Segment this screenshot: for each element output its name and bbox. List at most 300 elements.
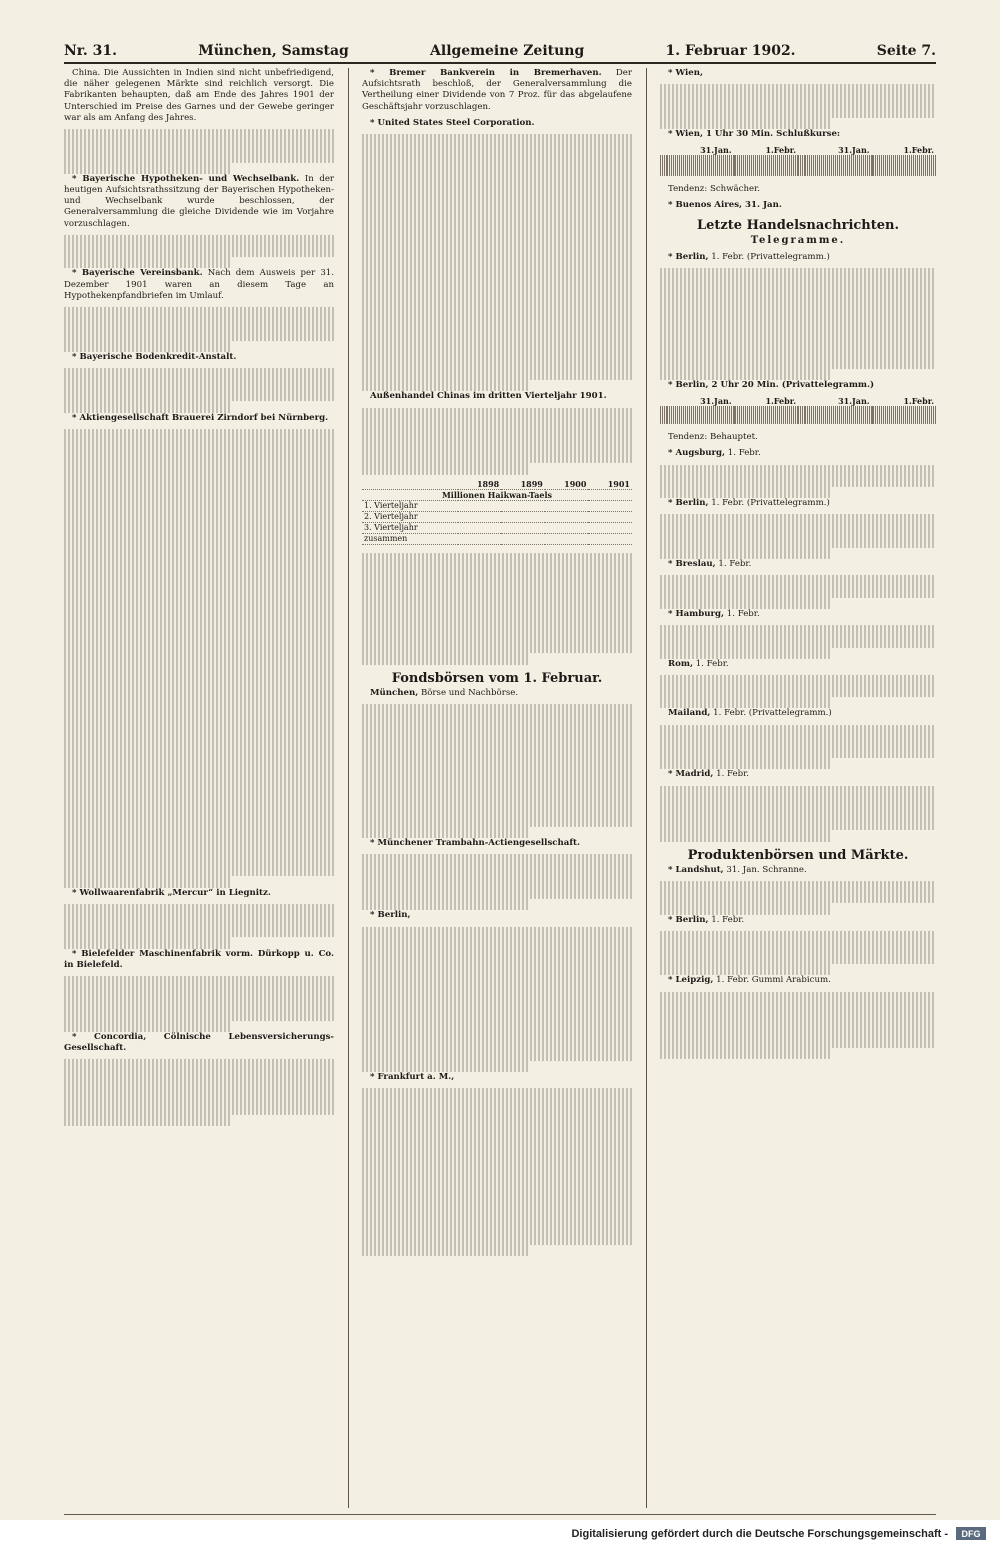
article-text: 1. Febr. bbox=[727, 448, 761, 459]
article-heading: * Bayerische Vereinsbank. bbox=[72, 268, 203, 279]
unreadable-text bbox=[64, 776, 334, 787]
unreadable-text bbox=[64, 474, 334, 485]
unreadable-text bbox=[362, 1200, 632, 1211]
article bbox=[362, 910, 632, 921]
table-unit-row bbox=[362, 489, 632, 500]
table-header: 1.Febr. bbox=[734, 145, 798, 156]
article bbox=[64, 949, 334, 971]
unreadable-text bbox=[64, 541, 334, 552]
table-header: 1.Febr. bbox=[872, 396, 936, 407]
unreadable-text bbox=[660, 548, 831, 559]
unreadable-text bbox=[362, 1144, 632, 1155]
unreadable-text bbox=[362, 971, 632, 982]
unreadable-text bbox=[362, 1189, 632, 1200]
bottom-rule bbox=[64, 1514, 936, 1515]
unreadable-text bbox=[64, 129, 334, 140]
unreadable-text bbox=[64, 485, 334, 496]
unreadable-text bbox=[64, 753, 334, 764]
unreadable-text bbox=[362, 805, 632, 816]
article-heading: * Frankfurt a. M., bbox=[370, 1071, 455, 1082]
unreadable-text bbox=[362, 224, 632, 235]
unreadable-text bbox=[660, 84, 936, 95]
article-text: In der heutigen Aufsichtsrathssitzung der Bayerischen Hypotheken- und Wechselbank wurde beschlossen, der Generalversammlung die gleiche Dividende wie im Vorjahre vorzuschlagen. bbox=[64, 173, 334, 229]
unreadable-text bbox=[362, 715, 632, 726]
table-row bbox=[362, 522, 632, 533]
unreadable-text bbox=[64, 552, 334, 563]
article-text: Der Aufsichtsrath beschloß, der Generalversammlung die Vertheilung einer Dividende von 7 Proz. für das abgelaufene Geschäftsjahr vorzuschlagen. bbox=[362, 68, 632, 112]
unreadable-text bbox=[660, 1036, 936, 1047]
unreadable-text bbox=[362, 324, 632, 335]
table-header: 1900 bbox=[545, 479, 589, 490]
unreadable-text bbox=[64, 809, 334, 820]
article-text: 1. Febr. bbox=[718, 559, 752, 570]
unreadable-text bbox=[64, 1009, 334, 1020]
table-cell bbox=[458, 522, 502, 533]
unreadable-text bbox=[362, 1027, 632, 1038]
article bbox=[660, 865, 936, 876]
unreadable-text bbox=[660, 686, 936, 697]
article-heading: * Landshut, bbox=[668, 864, 724, 875]
unreadable-text bbox=[660, 697, 831, 708]
column-3 bbox=[660, 68, 936, 1508]
article-text: 1. Febr. bbox=[695, 658, 729, 669]
unreadable-text bbox=[660, 819, 936, 830]
table-cell bbox=[734, 175, 798, 176]
unreadable-text bbox=[362, 313, 632, 324]
unreadable-text bbox=[362, 854, 632, 865]
unreadable-text bbox=[362, 1211, 632, 1222]
article bbox=[660, 769, 936, 780]
table-cell bbox=[798, 175, 805, 176]
unreadable-text bbox=[660, 302, 936, 313]
table-body bbox=[660, 156, 936, 176]
unreadable-text bbox=[64, 257, 231, 268]
unreadable-text bbox=[64, 787, 334, 798]
unreadable-text bbox=[64, 1070, 334, 1081]
unreadable-text bbox=[362, 793, 632, 804]
unreadable-text bbox=[660, 903, 831, 914]
article-heading: * Bayerische Hypotheken- und Wechselbank. bbox=[72, 173, 300, 184]
unreadable-text bbox=[64, 619, 334, 630]
unreadable-text bbox=[362, 212, 632, 223]
article bbox=[660, 915, 936, 926]
article-text: China. Die Aussichten in Indien sind nicht unbefriedigend, die näher gelegenen Märkte sind reichlich versorgt. Die Fabrikanten behaupten, daß am Ende des Jahres 1901 der Unterschied im Preise des Garnes und der Gewebe geringer war als am Anfang des Jahres. bbox=[64, 68, 334, 123]
unreadable-text bbox=[362, 380, 529, 391]
unreadable-text bbox=[362, 463, 529, 474]
unreadable-text bbox=[64, 630, 334, 641]
article-text: 31. Jan. Schranne. bbox=[726, 864, 807, 875]
table-cell bbox=[798, 423, 805, 424]
unreadable-text bbox=[660, 358, 936, 369]
article-text: Börse und Nachbörse. bbox=[420, 687, 519, 698]
unreadable-text bbox=[64, 820, 334, 831]
table-header-row bbox=[362, 479, 632, 490]
article bbox=[64, 1032, 334, 1054]
article-heading: * Aktiengesellschaft Brauerei Zirndorf bei Nürnberg. bbox=[72, 412, 329, 423]
unreadable-text bbox=[660, 953, 936, 964]
unreadable-text bbox=[660, 575, 936, 586]
unreadable-text bbox=[64, 742, 334, 753]
unreadable-text bbox=[660, 942, 936, 953]
table-cell bbox=[501, 522, 545, 533]
unreadable-text bbox=[64, 1021, 231, 1032]
unreadable-text bbox=[362, 782, 632, 793]
article bbox=[362, 688, 632, 699]
unreadable-text bbox=[64, 401, 231, 412]
unreadable-text bbox=[64, 709, 334, 720]
unreadable-text bbox=[64, 764, 334, 775]
table-row bbox=[660, 175, 936, 176]
unreadable-text bbox=[64, 976, 334, 987]
unreadable-text bbox=[64, 641, 334, 652]
unreadable-text bbox=[64, 140, 334, 151]
unreadable-text bbox=[64, 341, 231, 352]
unreadable-text bbox=[362, 335, 632, 346]
table-cell bbox=[872, 175, 936, 176]
table-cell bbox=[458, 511, 502, 522]
unreadable-text bbox=[64, 390, 334, 401]
unreadable-text bbox=[362, 726, 632, 737]
article-heading: * Augsburg, bbox=[668, 448, 726, 459]
article bbox=[64, 888, 334, 899]
column-divider bbox=[646, 68, 647, 1508]
unreadable-text bbox=[64, 518, 334, 529]
unreadable-text bbox=[362, 1005, 632, 1016]
unreadable-text bbox=[64, 653, 334, 664]
unreadable-text bbox=[64, 1093, 334, 1104]
table-cell bbox=[660, 423, 667, 424]
unreadable-text bbox=[362, 949, 632, 960]
unreadable-text bbox=[660, 747, 936, 758]
unreadable-text bbox=[660, 808, 936, 819]
table-cell bbox=[545, 511, 589, 522]
unreadable-text bbox=[64, 507, 334, 518]
unreadable-text bbox=[362, 760, 632, 771]
article-heading: * Bayerische Bodenkredit-Anstalt. bbox=[72, 351, 237, 362]
unreadable-text bbox=[362, 888, 632, 899]
page-number: Seite 7. bbox=[876, 43, 936, 59]
unreadable-text bbox=[362, 1133, 632, 1144]
unreadable-text bbox=[64, 451, 334, 462]
article-heading: * Hamburg, bbox=[668, 608, 725, 619]
article-heading: * Berlin, bbox=[668, 914, 709, 925]
table-cell bbox=[872, 423, 936, 424]
article-heading: * Leipzig, bbox=[668, 975, 714, 986]
table-row bbox=[660, 423, 936, 424]
article bbox=[660, 708, 936, 719]
digitization-footer bbox=[0, 1520, 1000, 1547]
article bbox=[660, 659, 936, 670]
unreadable-text bbox=[660, 736, 936, 747]
unreadable-text bbox=[660, 95, 936, 106]
unreadable-text bbox=[660, 476, 936, 487]
unreadable-text bbox=[362, 1245, 529, 1256]
unreadable-text bbox=[362, 564, 632, 575]
unreadable-text bbox=[64, 163, 231, 174]
unreadable-text bbox=[362, 168, 632, 179]
section-title: Fondsbörsen vom 1. Februar. bbox=[391, 670, 603, 686]
unreadable-text bbox=[660, 526, 936, 537]
article bbox=[362, 68, 632, 113]
unreadable-text bbox=[362, 190, 632, 201]
article-heading: * Bremer Bankverein in Bremerhaven. bbox=[370, 68, 602, 78]
unreadable-text bbox=[64, 1059, 334, 1070]
table-row bbox=[362, 500, 632, 511]
table-cell bbox=[458, 500, 502, 511]
unreadable-text bbox=[362, 938, 632, 949]
article bbox=[362, 118, 632, 129]
table-cell bbox=[545, 533, 589, 544]
unreadable-text bbox=[660, 598, 831, 609]
table-title: * Berlin, 2 Uhr 20 Min. (Privattelegramm.) bbox=[668, 380, 875, 391]
column-2 bbox=[362, 68, 632, 1508]
article bbox=[660, 559, 936, 570]
table-row bbox=[362, 533, 632, 544]
unreadable-text bbox=[362, 1122, 632, 1133]
unreadable-text bbox=[362, 982, 632, 993]
unreadable-text bbox=[660, 107, 936, 118]
unreadable-text bbox=[64, 865, 334, 876]
unreadable-text bbox=[64, 1115, 231, 1126]
article-text: 1. Febr. bbox=[726, 608, 760, 619]
table-header bbox=[798, 145, 805, 156]
unreadable-text bbox=[660, 892, 936, 903]
unreadable-text bbox=[660, 324, 936, 335]
unreadable-text bbox=[64, 998, 334, 1009]
article bbox=[64, 352, 334, 363]
unreadable-text bbox=[660, 1003, 936, 1014]
unreadable-text bbox=[362, 302, 632, 313]
unreadable-text bbox=[64, 496, 334, 507]
article-heading: * Münchener Trambahn-Actiengesellschaft. bbox=[370, 838, 580, 849]
unreadable-text bbox=[660, 964, 831, 975]
unreadable-text bbox=[64, 686, 334, 697]
article-heading: * Wien, bbox=[668, 68, 703, 78]
unreadable-text bbox=[64, 307, 334, 318]
article-heading: * Madrid, bbox=[668, 769, 714, 780]
unreadable-text bbox=[660, 514, 936, 525]
unreadable-text bbox=[362, 1166, 632, 1177]
unreadable-text bbox=[64, 574, 334, 585]
unreadable-text bbox=[362, 597, 632, 608]
table-cell bbox=[545, 522, 589, 533]
article-heading: Außenhandel Chinas im dritten Vierteljahr 1901. bbox=[370, 391, 607, 402]
unreadable-text bbox=[362, 179, 632, 190]
table-note: Tendenz: Schwächer. bbox=[668, 184, 761, 195]
article-text: 1. Febr. (Privattelegramm.) bbox=[713, 708, 832, 719]
table-header bbox=[660, 396, 667, 407]
table-cell bbox=[501, 511, 545, 522]
unreadable-text bbox=[660, 291, 936, 302]
article-text: 1. Febr. (Privattelegramm.) bbox=[711, 498, 830, 509]
unreadable-text bbox=[660, 1014, 936, 1025]
article-text: 1. Febr. Gummi Arabicum. bbox=[716, 975, 831, 986]
column-divider bbox=[348, 68, 349, 1508]
unreadable-text bbox=[362, 816, 632, 827]
unreadable-text bbox=[64, 854, 334, 865]
article-heading: * United States Steel Corporation. bbox=[370, 117, 535, 128]
unreadable-text bbox=[362, 279, 632, 290]
table-title: * Wien, 1 Uhr 30 Min. Schlußkurse: bbox=[668, 128, 841, 139]
table-header bbox=[798, 396, 805, 407]
table-cell: 3. Vierteljahr bbox=[362, 522, 458, 533]
unreadable-text bbox=[64, 368, 334, 379]
table-header-row bbox=[660, 396, 936, 407]
china-trade-table bbox=[362, 479, 632, 545]
wien-quotes-table bbox=[660, 145, 936, 176]
unreadable-text bbox=[64, 876, 231, 887]
unreadable-text bbox=[64, 1082, 334, 1093]
table-cell bbox=[667, 175, 733, 176]
table-note: Tendenz: Behauptet. bbox=[668, 432, 758, 443]
unreadable-text bbox=[660, 335, 936, 346]
article bbox=[660, 498, 936, 509]
unreadable-text bbox=[660, 465, 936, 476]
table-cell: 2. Vierteljahr bbox=[362, 511, 458, 522]
unreadable-text bbox=[660, 881, 936, 892]
unreadable-text bbox=[64, 720, 334, 731]
table-header: 31.Jan. bbox=[805, 145, 871, 156]
unreadable-text bbox=[660, 931, 936, 942]
unreadable-text bbox=[660, 636, 936, 647]
table-cell bbox=[588, 522, 632, 533]
issue-number: Nr. 31. bbox=[64, 43, 117, 59]
article-heading: * Concordia, Cölnische Lebensversicherungs-Gesellschaft. bbox=[64, 1031, 334, 1054]
unreadable-text bbox=[362, 1111, 632, 1122]
unreadable-text bbox=[64, 987, 334, 998]
unreadable-text bbox=[362, 771, 632, 782]
table-header: 1.Febr. bbox=[872, 145, 936, 156]
unreadable-text bbox=[362, 609, 632, 620]
article-text: 1. Febr. bbox=[716, 769, 750, 780]
unreadable-text bbox=[660, 369, 831, 380]
unreadable-text bbox=[362, 369, 632, 380]
unreadable-text bbox=[362, 1050, 632, 1061]
table-cell bbox=[588, 500, 632, 511]
unreadable-text bbox=[660, 797, 936, 808]
unreadable-text bbox=[660, 830, 831, 841]
unreadable-text bbox=[362, 134, 632, 145]
unreadable-text bbox=[362, 1099, 632, 1110]
unreadable-text bbox=[362, 827, 529, 838]
table-header: 31.Jan. bbox=[805, 396, 871, 407]
article bbox=[362, 1072, 632, 1083]
unreadable-text bbox=[64, 585, 334, 596]
section-subtitle: Telegramme. bbox=[750, 234, 846, 246]
section-title: Produktenbörsen und Märkte. bbox=[687, 847, 909, 863]
unreadable-text bbox=[362, 642, 632, 653]
article bbox=[64, 413, 334, 424]
table-header: 31.Jan. bbox=[667, 396, 733, 407]
unreadable-text bbox=[64, 798, 334, 809]
table-cell bbox=[805, 175, 871, 176]
unreadable-text bbox=[362, 419, 632, 430]
unreadable-text bbox=[64, 440, 334, 451]
unreadable-text bbox=[362, 960, 632, 971]
table-header-row bbox=[660, 145, 936, 156]
unreadable-text bbox=[660, 313, 936, 324]
unreadable-text bbox=[660, 758, 831, 769]
dfg-logo: DFG bbox=[956, 1527, 986, 1540]
unreadable-text bbox=[362, 631, 632, 642]
unreadable-text bbox=[64, 429, 334, 440]
unreadable-text bbox=[64, 675, 334, 686]
unreadable-text bbox=[362, 156, 632, 167]
article bbox=[362, 391, 632, 402]
table-cell bbox=[501, 533, 545, 544]
table-header: 1901 bbox=[588, 479, 632, 490]
article-text: Nach dem Ausweis per 31. Dezember 1901 waren an diesem Tage an Hypothekenpfandbriefen im Umlauf. bbox=[64, 268, 334, 301]
unreadable-text bbox=[64, 597, 334, 608]
place-day: München, Samstag bbox=[198, 43, 349, 59]
unreadable-text bbox=[660, 725, 936, 736]
unreadable-text bbox=[660, 786, 936, 797]
table-cell: zusammen bbox=[362, 533, 458, 544]
unreadable-text bbox=[64, 904, 334, 915]
unreadable-text bbox=[660, 992, 936, 1003]
issue-date: 1. Februar 1902. bbox=[665, 43, 796, 59]
unreadable-text bbox=[362, 927, 632, 938]
article-heading: * Buenos Aires, 31. Jan. bbox=[668, 200, 782, 211]
unreadable-text bbox=[362, 201, 632, 212]
page-header bbox=[64, 40, 936, 64]
unreadable-text bbox=[362, 408, 632, 419]
unreadable-text bbox=[660, 625, 936, 636]
unreadable-text bbox=[362, 553, 632, 564]
unreadable-text bbox=[660, 648, 831, 659]
unreadable-text bbox=[362, 246, 632, 257]
article bbox=[660, 975, 936, 986]
table-header: 31.Jan. bbox=[667, 145, 733, 156]
article bbox=[64, 174, 334, 230]
unreadable-text bbox=[64, 462, 334, 473]
article bbox=[660, 68, 936, 79]
article-heading: * Breslau, bbox=[668, 559, 716, 570]
unreadable-text bbox=[64, 1104, 334, 1115]
article-heading: * Berlin, bbox=[668, 498, 709, 509]
table-cell bbox=[501, 500, 545, 511]
unreadable-text bbox=[660, 268, 936, 279]
article bbox=[362, 838, 632, 849]
table-cell: 1. Vierteljahr bbox=[362, 500, 458, 511]
unreadable-text bbox=[660, 487, 831, 498]
article bbox=[64, 268, 334, 302]
article-heading: * Wollwaarenfabrik „Mercur“ in Liegnitz. bbox=[72, 887, 271, 898]
footer-credit: Digitalisierung gefördert durch die Deutsche Forschungsgemeinschaft - bbox=[571, 1527, 948, 1540]
unreadable-text bbox=[64, 664, 334, 675]
unreadable-text bbox=[362, 291, 632, 302]
unreadable-text bbox=[362, 620, 632, 631]
unreadable-text bbox=[64, 379, 334, 390]
unreadable-text bbox=[64, 697, 334, 708]
unreadable-text bbox=[362, 347, 632, 358]
unreadable-text bbox=[660, 587, 936, 598]
article-text: 1. Febr. (Privattelegramm.) bbox=[711, 251, 830, 262]
unreadable-text bbox=[64, 235, 334, 246]
unreadable-text bbox=[660, 537, 936, 548]
table-cell bbox=[588, 533, 632, 544]
table-header bbox=[660, 145, 667, 156]
unreadable-text bbox=[362, 1088, 632, 1099]
unreadable-text bbox=[362, 994, 632, 1005]
unreadable-text bbox=[362, 899, 529, 910]
table-cell bbox=[805, 423, 871, 424]
unreadable-text bbox=[362, 1155, 632, 1166]
unreadable-text bbox=[362, 877, 632, 888]
newspaper-title: Allgemeine Zeitung bbox=[430, 43, 585, 59]
article bbox=[660, 252, 936, 263]
unreadable-text bbox=[64, 937, 231, 948]
